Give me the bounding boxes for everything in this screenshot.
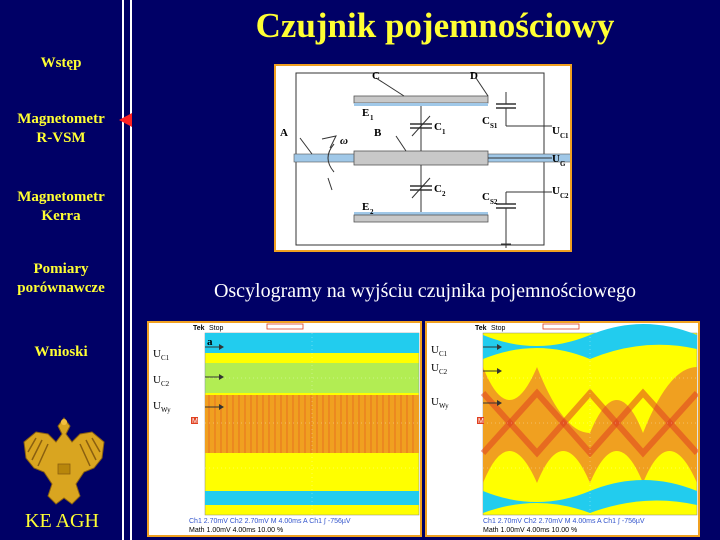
scope-state: Stop (209, 325, 224, 332)
nav-label-line1: Magnetometr (17, 189, 105, 205)
trace-label-uc1: U (153, 348, 161, 360)
label-uc2: U (552, 185, 560, 197)
scope-status-line-1: Ch1 2.70mV Ch2 2.70mV M 4.00ms A Ch1 ∫ -756µV (483, 518, 645, 525)
svg-text:C1: C1 (560, 132, 569, 140)
label-c2: C (434, 183, 442, 195)
svg-text:Wy: Wy (161, 406, 171, 414)
label-a: A (280, 127, 288, 139)
math-marker: M (478, 418, 484, 425)
nav-label-line2: Kerra (41, 208, 81, 224)
sidebar (0, 0, 122, 540)
scope-status-line-2: Math 1.00mV 4.00ms 10.00 % (189, 527, 284, 534)
label-c: C (372, 70, 380, 82)
oscillogram-a (147, 321, 422, 537)
svg-text:S2: S2 (490, 198, 498, 206)
nav-item-magnetometr-kerra[interactable] (0, 188, 122, 226)
trace-label-uc1: U (431, 344, 439, 356)
nav-item-wstep[interactable] (0, 54, 122, 73)
brand-label: KE AGH (25, 510, 99, 532)
label-e1: E (362, 107, 370, 119)
nav-item-magnetometr-rvsm[interactable] (0, 110, 122, 148)
nav-item-pomiary-porownawcze[interactable] (0, 260, 122, 298)
trace-label-uc2: U (153, 374, 161, 386)
label-e2: E (362, 201, 370, 213)
active-item-arrow-icon (119, 113, 132, 127)
label-omega: ω (340, 135, 348, 147)
sensor-diagram (274, 64, 572, 252)
oscillogram-b (425, 321, 700, 537)
nav-label: Wnioski (34, 344, 88, 360)
panel-label: a (207, 336, 213, 348)
svg-text:C2: C2 (161, 380, 170, 388)
sidebar-divider-line (122, 0, 124, 540)
svg-text:2: 2 (370, 208, 374, 216)
svg-text:Wy: Wy (439, 402, 449, 410)
scope-state: Stop (491, 325, 506, 332)
label-cs2: C (482, 191, 490, 203)
svg-text:C2: C2 (560, 192, 569, 200)
scope-status-line-1: Ch1 2.70mV Ch2 2.70mV M 4.00ms A Ch1 ∫ -756µV (189, 518, 351, 525)
nav-label-line2: porównawcze (17, 280, 105, 296)
nav-label: Wstęp (40, 55, 82, 71)
sidebar-divider-line-2 (130, 0, 132, 540)
trace-label-uc2: U (431, 362, 439, 374)
svg-text:S1: S1 (490, 122, 498, 130)
svg-text:C1: C1 (161, 354, 170, 362)
svg-text:2: 2 (442, 190, 446, 198)
oscillogram-caption: Oscylogramy na wyjściu czujnika pojemnościowego (213, 280, 637, 302)
eagle-emblem-icon (18, 412, 110, 512)
trace-label-uwy: U (431, 396, 439, 408)
svg-text:1: 1 (442, 128, 446, 136)
label-cs1: C (482, 115, 490, 127)
nav-label-line1: Magnetometr (17, 111, 105, 127)
page-title: Czujnik pojemnościowy (255, 6, 615, 45)
svg-text:G: G (560, 160, 566, 168)
scope-brand: Tek (193, 325, 205, 332)
svg-text:C1: C1 (439, 350, 448, 358)
svg-text:C2: C2 (439, 368, 448, 376)
nav-item-wnioski[interactable] (0, 343, 122, 362)
label-d: D (470, 70, 478, 82)
trace-label-uwy: U (153, 400, 161, 412)
svg-text:1: 1 (370, 114, 374, 122)
scope-brand: Tek (475, 325, 487, 332)
label-ug: U (552, 153, 560, 165)
label-b: B (374, 127, 382, 139)
scope-status-line-2: Math 1.00mV 4.00ms 10.00 % (483, 527, 578, 534)
math-marker: M (192, 418, 198, 425)
nav-label-line2: R-VSM (36, 130, 86, 146)
nav-label-line1: Pomiary (33, 261, 89, 277)
label-c1: C (434, 121, 442, 133)
label-uc1: U (552, 125, 560, 137)
